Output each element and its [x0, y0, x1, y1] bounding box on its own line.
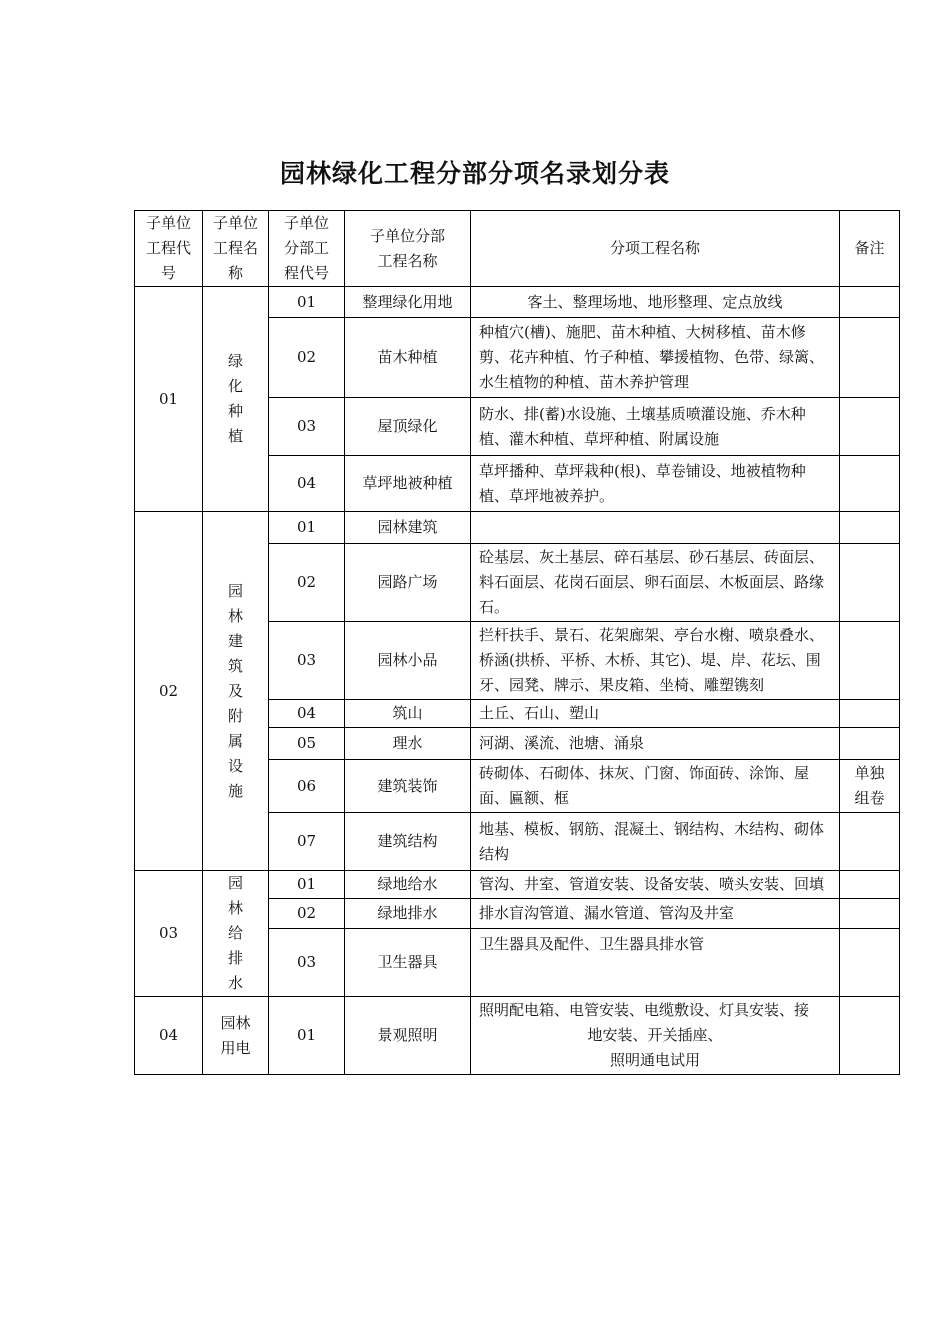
part-items-line: 照明配电箱、电管安装、电缆敷设、灯具安装、接 [479, 1001, 810, 1019]
part-code: 04 [269, 456, 345, 512]
part-name: 屋顶绿化 [345, 398, 471, 456]
part-items: 地基、模板、钢筋、混凝土、钢结构、木结构、砌体结构 [471, 813, 840, 871]
part-code: 05 [269, 728, 345, 760]
part-code: 02 [269, 318, 345, 398]
part-note [840, 728, 900, 760]
part-name: 建筑装饰 [345, 760, 471, 813]
part-items-line: 照明通电试用 [609, 1051, 700, 1069]
unit-code: 01 [135, 287, 203, 512]
part-items [471, 997, 840, 1075]
header-items: 分项工程名称 [471, 211, 840, 287]
part-name: 理水 [345, 728, 471, 760]
unit-code: 04 [135, 997, 203, 1075]
part-items: 砖砌体、石砌体、抹灰、门窗、饰面砖、涂饰、屋面、匾额、框 [471, 760, 840, 813]
part-note [840, 318, 900, 398]
table-row [135, 871, 900, 899]
part-code: 01 [269, 512, 345, 544]
unit-name: 绿化种植 [203, 287, 269, 512]
part-code: 02 [269, 544, 345, 622]
unit-code: 02 [135, 512, 203, 871]
part-items [471, 512, 840, 544]
part-items: 卫生器具及配件、卫生器具排水管 [471, 928, 840, 996]
part-items: 草坪播种、草坪栽种(根)、草卷铺设、地被植物种植、草坪地被养护。 [471, 456, 840, 512]
part-note [840, 544, 900, 622]
part-items: 防水、排(蓄)水设施、土壤基质喷灌设施、乔木种植、灌木种植、草坪种植、附属设施 [471, 398, 840, 456]
part-code: 01 [269, 997, 345, 1075]
part-code: 07 [269, 813, 345, 871]
part-name: 绿地给水 [345, 871, 471, 899]
header-part-code: 子单位分部工程代号 [269, 211, 345, 287]
part-note [840, 456, 900, 512]
part-note [840, 899, 900, 928]
header-part-name: 子单位分部工程名称 [345, 211, 471, 287]
part-note [840, 997, 900, 1075]
table-row [135, 287, 900, 318]
part-items: 管沟、井室、管道安装、设备安装、喷头安装、回填 [471, 871, 840, 899]
part-name: 草坪地被种植 [345, 456, 471, 512]
part-note [840, 813, 900, 871]
part-name: 园林小品 [345, 622, 471, 700]
header-unit-code: 子单位工程代号 [135, 211, 203, 287]
unit-code: 03 [135, 871, 203, 997]
part-note [840, 700, 900, 728]
part-code: 01 [269, 287, 345, 318]
part-note [840, 928, 900, 996]
table-row [135, 512, 900, 544]
page-title: 园林绿化工程分部分项名录划分表 [279, 159, 670, 188]
part-name: 景观照明 [345, 997, 471, 1075]
unit-name: 园林给排水 [203, 871, 269, 997]
part-items: 土丘、石山、塑山 [471, 700, 840, 728]
part-items: 河湖、溪流、池塘、涌泉 [471, 728, 840, 760]
unit-name: 园林建筑及附属设施 [203, 512, 269, 871]
part-items: 排水盲沟管道、漏水管道、管沟及井室 [471, 899, 840, 928]
part-code: 06 [269, 760, 345, 813]
part-name: 园林建筑 [345, 512, 471, 544]
part-code: 01 [269, 871, 345, 899]
part-note: 单独组卷 [840, 760, 900, 813]
part-name: 卫生器具 [345, 928, 471, 996]
unit-name: 园林用电 [203, 997, 269, 1075]
part-note [840, 622, 900, 700]
part-name: 绿地排水 [345, 899, 471, 928]
part-code: 04 [269, 700, 345, 728]
part-name: 园路广场 [345, 544, 471, 622]
part-note [840, 512, 900, 544]
part-items: 砼基层、灰土基层、碎石基层、砂石基层、砖面层、料石面层、花岗石面层、卵石面层、木板面层、路缘石。 [471, 544, 840, 622]
part-items: 拦杆扶手、景石、花架廊架、亭台水榭、喷泉叠水、桥涵(拱桥、平桥、木桥、其它)、堤、岸、花坛、围牙、园凳、牌示、果皮箱、坐椅、雕塑镌刻 [471, 622, 840, 700]
division-table [134, 210, 900, 1075]
part-note [840, 398, 900, 456]
part-note [840, 287, 900, 318]
part-name: 苗木种植 [345, 318, 471, 398]
header-unit-name: 子单位工程名称 [203, 211, 269, 287]
part-items: 种植穴(槽)、施肥、苗木种植、大树移植、苗木修剪、花卉种植、竹子种植、攀援植物、色带、绿篱、水生植物的种植、苗木养护管理 [471, 318, 840, 398]
header-note: 备注 [840, 211, 900, 287]
part-name: 筑山 [345, 700, 471, 728]
part-items: 客土、整理场地、地形整理、定点放线 [471, 287, 840, 318]
header-row [135, 211, 900, 287]
part-name: 建筑结构 [345, 813, 471, 871]
part-code: 02 [269, 899, 345, 928]
part-items-line: 地安装、开关插座、 [587, 1026, 723, 1044]
part-note [840, 871, 900, 899]
part-code: 03 [269, 928, 345, 996]
part-code: 03 [269, 398, 345, 456]
part-code: 03 [269, 622, 345, 700]
table-row [135, 997, 900, 1075]
part-name: 整理绿化用地 [345, 287, 471, 318]
